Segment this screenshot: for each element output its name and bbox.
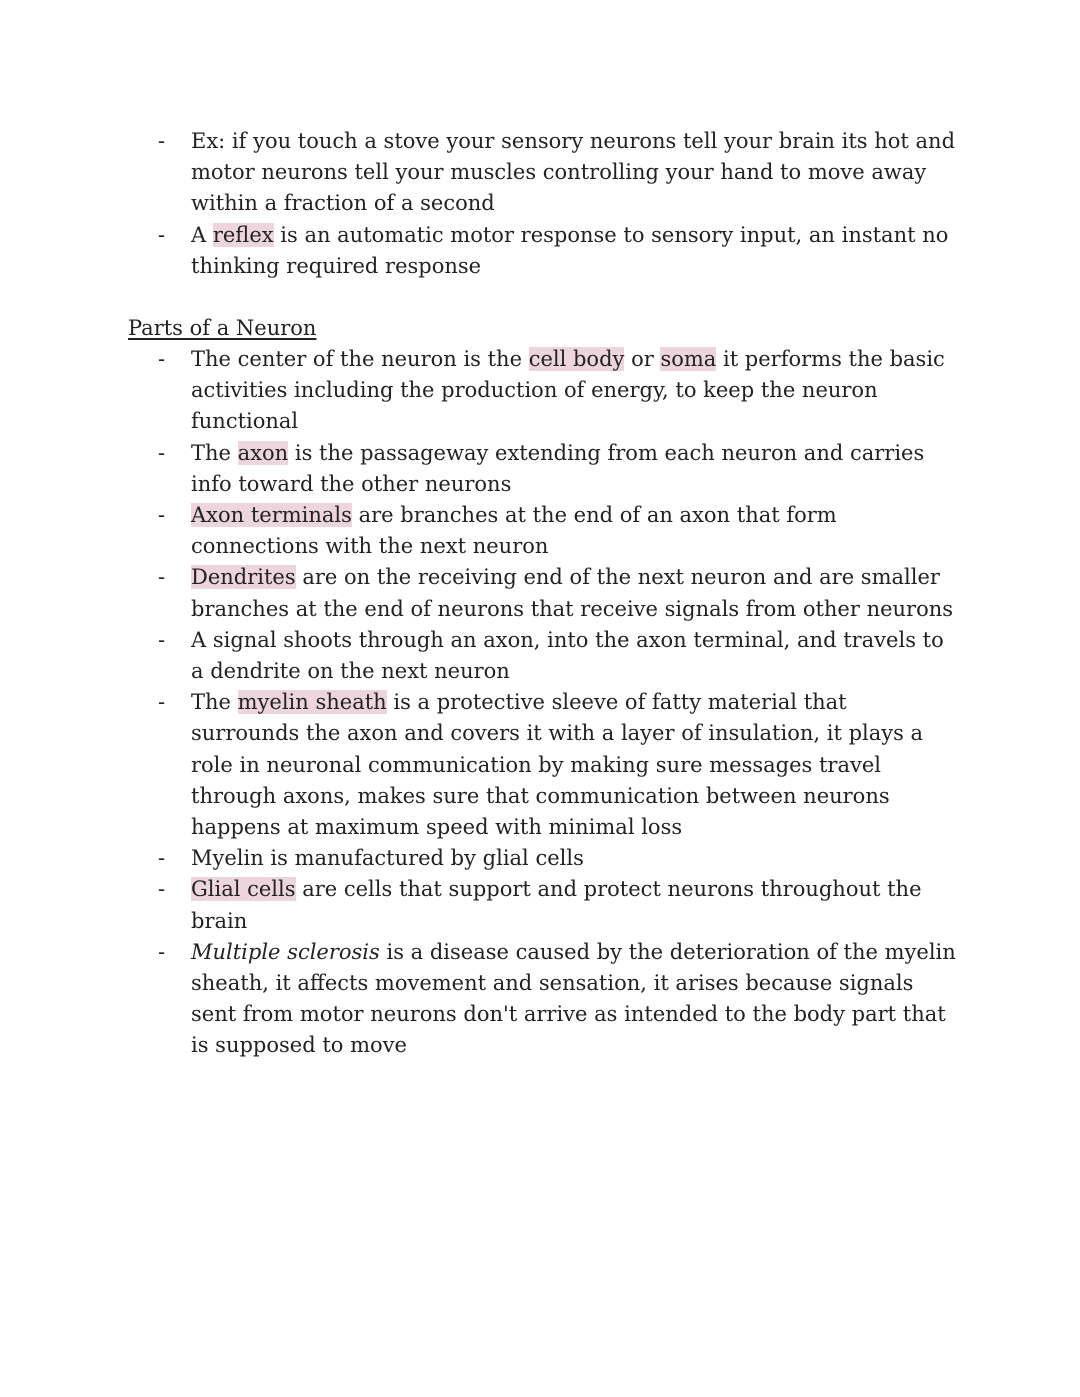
text-run: is a disease caused by the deterioration of the myelin sheath, it affects movement and sensation, it arises because signals sent from motor neurons don't arrive as intended to the body part that is supposed to move	[191, 939, 956, 1058]
text-run: is a protective sleeve of fatty material that surrounds the axon and covers it with a layer of insulation, it plays a role in neuronal communication by making sure messages travel through axons, makes sure that communication between neurons happens at maximum speed with minimal loss	[191, 690, 924, 840]
bullet-dash: -	[158, 846, 166, 871]
item-text	[191, 937, 961, 1062]
list-item	[128, 562, 961, 624]
highlighted-term: cell body	[528, 347, 625, 371]
list-item	[128, 937, 961, 1062]
list-item	[128, 874, 961, 936]
list-item	[128, 438, 961, 500]
text-run: are cells that support and protect neurons throughout the brain	[191, 877, 922, 933]
list-item	[128, 625, 961, 687]
list-item	[128, 500, 961, 562]
bullet-dash: -	[158, 939, 166, 964]
highlighted-term: reflex	[212, 222, 274, 247]
intro-list	[128, 126, 961, 282]
list-item	[128, 220, 961, 282]
item-text: Ex: if you touch a stove your sensory neurons tell your brain its hot and motor neurons tell your muscles controlling your hand to move away within a fraction of a second	[191, 129, 956, 216]
list-item	[128, 687, 961, 843]
text-run: are branches at the end of an axon that form connections with the next neuron	[191, 503, 837, 559]
highlighted-term: Glial cells	[191, 877, 296, 902]
item-text	[191, 344, 961, 438]
bullet-dash: -	[158, 690, 166, 715]
bullet-dash: -	[158, 877, 166, 902]
italic-term: Multiple sclerosis	[191, 939, 380, 964]
item-text	[191, 500, 961, 562]
list-item	[128, 126, 961, 220]
text-run: or	[624, 347, 661, 371]
highlighted-term: myelin sheath	[237, 690, 387, 715]
bullet-dash: -	[158, 440, 166, 465]
highlighted-term: Dendrites	[191, 565, 296, 590]
bullet-dash: -	[158, 565, 166, 590]
section-heading: Parts of a Neuron	[128, 316, 317, 340]
item-text: A signal shoots through an axon, into the axon terminal, and travels to a dendrite on the next neuron	[191, 627, 944, 684]
text-run: are on the receiving end of the next neuron and are smaller branches at the end of neurons that receive signals from other neurons	[191, 565, 954, 621]
list-item	[128, 344, 961, 438]
text-run: The center of the neuron is the	[191, 347, 529, 371]
highlighted-term: Axon terminals	[191, 503, 352, 528]
bullet-dash: -	[158, 503, 166, 528]
text-run: it performs the basic activities including the production of energy, to keep the neuron functional	[191, 347, 945, 434]
text-run: is an automatic motor response to sensory input, an instant no thinking required response	[191, 222, 949, 278]
bullet-dash: -	[158, 627, 166, 652]
text-run: is the passageway extending from each neuron and carries info toward the other neurons	[191, 440, 925, 496]
highlighted-term: axon	[237, 440, 289, 465]
text-run: A	[191, 222, 213, 247]
bullet-dash: -	[158, 129, 166, 153]
item-text: Myelin is manufactured by glial cells	[191, 846, 584, 871]
highlighted-term: soma	[660, 347, 717, 371]
item-text	[191, 438, 961, 500]
neuron-parts-list	[128, 344, 961, 1062]
item-text	[191, 220, 961, 282]
bullet-dash: -	[158, 347, 166, 371]
item-text	[191, 562, 961, 624]
text-run: The	[191, 690, 238, 715]
bullet-dash: -	[158, 222, 166, 247]
item-text	[191, 874, 961, 936]
list-item	[128, 843, 961, 874]
item-text	[191, 687, 961, 843]
text-run: The	[191, 440, 238, 465]
